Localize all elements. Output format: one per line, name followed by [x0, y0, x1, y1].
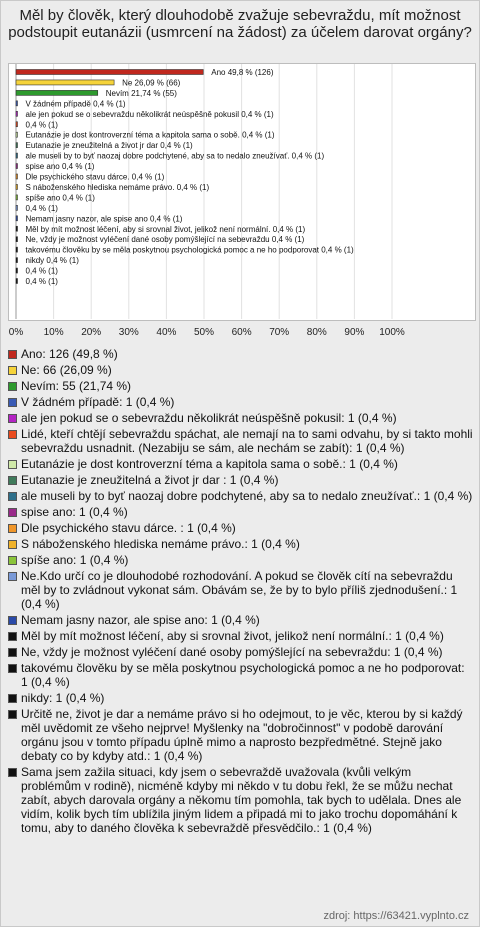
bar-label: spíše ano 0,4 % (1)	[25, 193, 95, 203]
bar[interactable]	[16, 164, 18, 169]
bar[interactable]	[16, 247, 18, 252]
bar-label: 0,4 % (1)	[25, 266, 58, 276]
legend-label: Nemam jasny nazor, ale spise ano: 1 (0,4 %)	[21, 613, 260, 627]
bar[interactable]	[16, 268, 18, 273]
bar[interactable]	[16, 90, 98, 95]
x-tick-label: 100%	[379, 327, 405, 338]
legend-swatch	[8, 350, 17, 359]
legend-label: Eutanazie je zneužitelná a život jr dar : 1 (0,4 %)	[21, 473, 279, 487]
bar[interactable]	[16, 174, 18, 179]
bar-label: ale museli by to byť naozaj dobre podchytené, aby sa to nedalo zneužívať. 0,4 % (1)	[25, 151, 325, 161]
bar[interactable]	[16, 205, 18, 210]
bar-chart	[1, 1, 480, 341]
legend-label: Dle psychického stavu dárce. : 1 (0,4 %)	[21, 521, 236, 535]
bar-label: Eutanázie je dost kontroverzní téma a kapitola sama o sobě. 0,4 % (1)	[25, 130, 275, 140]
legend-item	[8, 765, 474, 835]
bar[interactable]	[16, 101, 18, 106]
bar[interactable]	[16, 153, 18, 158]
legend-swatch	[8, 556, 17, 565]
bar[interactable]	[16, 216, 18, 221]
legend-item	[8, 379, 474, 393]
legend-item	[8, 537, 474, 551]
x-tick-label: 40%	[156, 327, 177, 338]
bar[interactable]	[16, 122, 18, 127]
legend-label: Nevím: 55 (21,74 %)	[21, 379, 132, 393]
legend-swatch	[8, 430, 17, 439]
x-tick-label: 80%	[306, 327, 327, 338]
bar-label: V žádném případě 0,4 % (1)	[25, 99, 126, 109]
legend-label: Měl by mít možnost léčení, aby si srovnal život, jelikož není normální.: 1 (0,4 %)	[21, 629, 444, 643]
legend-item	[8, 427, 474, 455]
x-tick-label: 0%	[8, 327, 24, 338]
bar-label: 0,4 % (1)	[25, 277, 58, 286]
source-footer[interactable]: zdroj: https://63421.vyplnto.cz	[323, 910, 469, 922]
legend-item	[8, 645, 474, 659]
legend-label: S náboženského hlediska nemáme právo.: 1 (0,4 %)	[21, 537, 300, 551]
legend-swatch	[8, 382, 17, 391]
legend-swatch	[8, 664, 17, 673]
bar-label: 0,4 % (1)	[25, 120, 58, 130]
legend-label: ale museli by to byť naozaj dobre podchytené, aby sa to nedalo zneužívať.: 1 (0,4 %)	[21, 489, 473, 503]
legend-item	[8, 613, 474, 627]
legend-item	[8, 553, 474, 567]
legend-label: Ne, vždy je možnost vyléčení dané osoby pomýšlející na sebevraždu: 1 (0,4 %)	[21, 645, 443, 659]
legend-swatch	[8, 492, 17, 501]
bar[interactable]	[16, 111, 18, 116]
bar-label: Dle psychického stavu dárce. 0,4 % (1)	[25, 172, 165, 182]
legend-swatch	[8, 694, 17, 703]
legend-label: Určitě ne, život je dar a nemáme právo si ho odejmout, to je věc, kterou by si každý měl uvědomit ze všeho nejprve! Myšlenky na "dobročinnost" v podobě darování orgánu jsou v tomto případu úplně mimo a naprosto bezpředmětné. Stejně jako debaty co by kdyby atd.: 1 (0,4 %)	[21, 707, 463, 763]
legend-item	[8, 661, 474, 689]
bar-label: 0,4 % (1)	[25, 203, 58, 213]
bar-label: Ne 26,09 % (66)	[122, 78, 181, 88]
x-tick-label: 20%	[81, 327, 102, 338]
legend-item	[8, 569, 474, 611]
legend-swatch	[8, 476, 17, 485]
x-tick-label: 90%	[344, 327, 365, 338]
legend-swatch	[8, 540, 17, 549]
legend-swatch	[8, 710, 17, 719]
legend-label: Ne.Kdo určí co je dlouhodobé rozhodování. A pokud se člověk cítí na sebevraždu měl by to zvládnout vykonat sám. Obávám se, že by to bylo příliš zjednodušení.: 1 (0,4 %)	[21, 569, 458, 611]
legend-label: spíše ano: 1 (0,4 %)	[21, 553, 129, 567]
bar-label: Ano 49,8 % (126)	[211, 68, 274, 77]
bar-label: ale jen pokud se o sebevraždu několikrát neúspěšně pokusil 0,4 % (1)	[25, 109, 274, 119]
legend-swatch	[8, 398, 17, 407]
legend-label: takovému člověku by se měla poskytnou psychologická pomoc a ne ho podporovat: 1 (0,4 %)	[21, 661, 465, 689]
bar[interactable]	[16, 237, 18, 242]
legend-label: Ne: 66 (26,09 %)	[21, 363, 112, 377]
legend-item	[8, 363, 474, 377]
bar-label: nikdy 0,4 % (1)	[25, 256, 79, 266]
bar[interactable]	[16, 258, 18, 263]
legend-swatch	[8, 366, 17, 375]
legend-swatch	[8, 524, 17, 533]
bar[interactable]	[16, 184, 18, 189]
bar-label: Měl by mít možnost léčení, aby si srovnal život, jelikož není normální. 0,4 % (1)	[25, 224, 306, 234]
legend-item	[8, 505, 474, 519]
x-tick-label: 30%	[118, 327, 139, 338]
bar-label: spise ano 0,4 % (1)	[25, 162, 95, 172]
bar[interactable]	[16, 226, 18, 231]
legend-swatch	[8, 768, 17, 777]
legend-swatch	[8, 414, 17, 423]
legend-label: ale jen pokud se o sebevraždu několikrát neúspěšně pokusil: 1 (0,4 %)	[21, 411, 397, 425]
bar[interactable]	[16, 132, 18, 137]
legend-label: spise ano: 1 (0,4 %)	[21, 505, 128, 519]
x-tick-label: 70%	[269, 327, 290, 338]
bar[interactable]	[16, 279, 18, 284]
legend-item	[8, 395, 474, 409]
legend-item	[8, 629, 474, 643]
legend-swatch	[8, 460, 17, 469]
legend-label: Lidé, kteří chtějí sebevraždu spáchat, ale nemají na to sami odvahu, by si takto mohli sebevraždu usnadnit. (Nezabiju se sám, ale nechám se zabít): 1 (0,4 %)	[21, 427, 473, 455]
x-tick-label: 50%	[193, 327, 215, 338]
legend-label: Eutanázie je dost kontroverzní téma a kapitola sama o sobě.: 1 (0,4 %)	[21, 457, 398, 471]
legend-swatch	[8, 616, 17, 625]
bar-label: takovému člověku by se měla poskytnou psychologická pomoc a ne ho podporovat 0,4 % (1)	[25, 245, 354, 255]
legend-swatch	[8, 632, 17, 641]
legend-item	[8, 707, 474, 763]
bar-label: Ne, vždy je možnost vyléčení dané osoby pomýšlející na sebevraždu 0,4 % (1)	[25, 235, 305, 245]
legend-item	[8, 457, 474, 471]
legend-swatch	[8, 648, 17, 657]
legend-label: V žádném případě: 1 (0,4 %)	[21, 395, 175, 409]
bar[interactable]	[16, 195, 18, 200]
chart-title: Měl by člověk, který dlouhodobě zvažuje sebevraždu, mít možnost podstoupit eutanázii (usmrcení na žádost) za účelem darovat orgány?	[8, 7, 472, 41]
legend-label: nikdy: 1 (0,4 %)	[21, 691, 105, 705]
legend-item	[8, 489, 474, 503]
x-tick-label: 10%	[43, 327, 64, 338]
bar[interactable]	[16, 80, 114, 85]
legend-label: Sama jsem zažila situaci, kdy jsem o sebevraždě uvažovala (kvůli velkým problémům v rodině), nicméně kdyby mi někdo v tu dobu řekl, že se můžu nechat zabít, abych darovala orgány a někomu tím pomohla, tak bych to udělala. Dnes ale vidím, kolik bych tím ublížila jiným lidem a připadá mi to jako trochu dopomáhání k tomu, aby to daného člověka k sebevraždě přesvědčilo.: 1 (0,4 %)	[21, 765, 462, 835]
bar-label: S náboženského hlediska nemáme právo. 0,4 % (1)	[25, 182, 210, 192]
bar-label: Nemam jasny nazor, ale spise ano 0,4 % (1)	[25, 214, 183, 224]
legend-swatch	[8, 508, 17, 517]
legend-item	[8, 691, 474, 705]
bar-label: Nevím 21,74 % (55)	[105, 88, 177, 98]
legend	[8, 347, 474, 837]
legend-swatch	[8, 572, 17, 581]
bar[interactable]	[16, 143, 18, 148]
legend-label: Ano: 126 (49,8 %)	[21, 347, 118, 361]
legend-item	[8, 473, 474, 487]
legend-item	[8, 521, 474, 535]
legend-item	[8, 411, 474, 425]
bar-label: Eutanazie je zneužitelná a život jr dar 0,4 % (1)	[25, 141, 193, 151]
x-tick-label: 60%	[231, 327, 252, 338]
bar[interactable]	[16, 70, 203, 75]
legend-item	[8, 347, 474, 361]
